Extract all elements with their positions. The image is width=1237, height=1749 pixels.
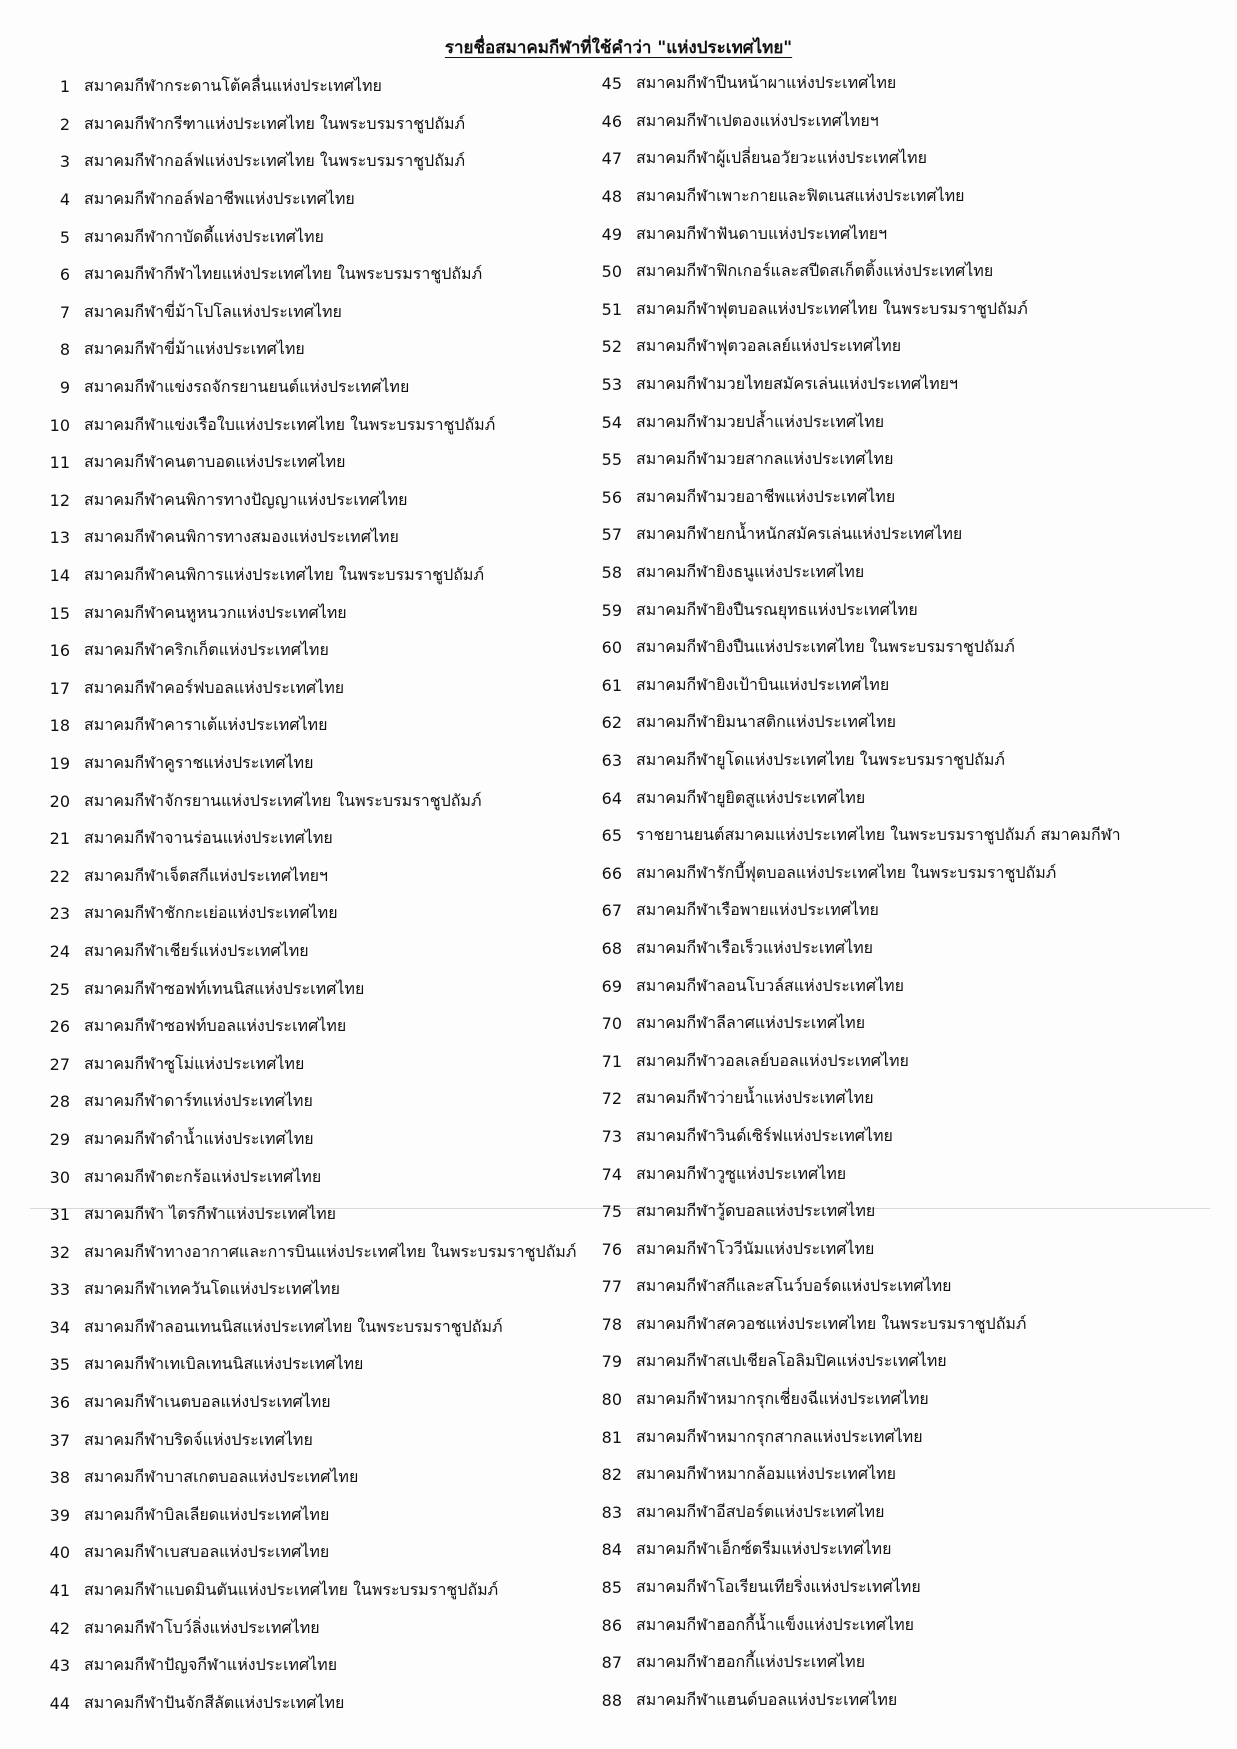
item-number: 57 <box>601 525 622 545</box>
item-number: 24 <box>49 941 70 961</box>
list-item <box>592 704 1162 742</box>
item-number: 2 <box>59 114 70 134</box>
association-name: สมาคมกีฬายิงปืนแห่งประเทศไทย ในพระบรมราชูปถัมภ์ <box>636 637 1015 657</box>
right-column-list <box>592 65 1162 1719</box>
item-number: 29 <box>49 1129 70 1149</box>
association-name: สมาคมกีฬายกน้ำหนักสมัครเล่นแห่งประเทศไทย <box>636 524 963 544</box>
item-number: 49 <box>601 224 622 244</box>
item-number: 68 <box>601 938 622 958</box>
association-name: สมาคมกีฬาขี่ม้าโปโลแห่งประเทศไทย <box>84 301 342 321</box>
association-name: สมาคมกีฬาเรือพายแห่งประเทศไทย <box>636 900 879 920</box>
association-name: สมาคมกีฬากระดานโต้คลื่นแห่งประเทศไทย <box>84 76 382 96</box>
association-name: สมาคมกีฬาดาร์ทแห่งประเทศไทย <box>84 1091 313 1111</box>
item-number: 14 <box>49 566 70 586</box>
item-number: 4 <box>59 190 70 210</box>
item-number: 58 <box>601 563 622 583</box>
item-number: 88 <box>601 1690 622 1710</box>
association-name: สมาคมกีฬาชักกะเย่อแห่งประเทศไทย <box>84 903 338 923</box>
item-number: 59 <box>601 600 622 620</box>
item-number: 38 <box>49 1468 70 1488</box>
association-name: สมาคมกีฬาหมากล้อมแห่งประเทศไทย <box>636 1464 897 1484</box>
association-name: สมาคมกีฬาฟุตวอลเลย์แห่งประเทศไทย <box>636 336 902 356</box>
association-name: สมาคมกีฬาสกีและสโนว์บอร์ดแห่งประเทศไทย <box>636 1276 952 1296</box>
association-name: สมาคมกีฬาปัญจกีฬาแห่งประเทศไทย <box>84 1655 338 1675</box>
list-item <box>592 1343 1162 1381</box>
association-name: สมาคมกีฬาว่ายน้ำแห่งประเทศไทย <box>636 1088 874 1108</box>
association-name: สมาคมกีฬายิมนาสติกแห่งประเทศไทย <box>636 712 896 732</box>
list-item <box>30 68 600 106</box>
list-item <box>592 1494 1162 1532</box>
item-number: 16 <box>49 641 70 661</box>
association-name: สมาคมกีฬาโอเรียนเทียริ่งแห่งประเทศไทย <box>636 1577 921 1597</box>
list-item <box>592 1531 1162 1569</box>
list-item <box>30 256 600 294</box>
list-item <box>30 1572 600 1610</box>
list-item <box>592 178 1162 216</box>
association-name: สมาคมกีฬาตะกร้อแห่งประเทศไทย <box>84 1166 322 1186</box>
list-item <box>30 1045 600 1083</box>
list-item <box>592 441 1162 479</box>
list-item <box>30 895 600 933</box>
association-name: สมาคมกีฬาคนพิการทางปัญญาแห่งประเทศไทย <box>84 489 408 509</box>
item-number: 63 <box>601 750 622 770</box>
list-item <box>592 1644 1162 1682</box>
list-item <box>30 1271 600 1309</box>
list-item <box>592 479 1162 517</box>
association-name: สมาคมกีฬาคาราเต้แห่งประเทศไทย <box>84 715 328 735</box>
list-item <box>30 970 600 1008</box>
item-number: 43 <box>49 1656 70 1676</box>
association-name: สมาคมกีฬา ไตรกีฬาแห่งประเทศไทย <box>84 1204 337 1224</box>
association-name: สมาคมกีฬาเชียร์แห่งประเทศไทย <box>84 940 309 960</box>
association-name: สมาคมกีฬากาบัดดี้แห่งประเทศไทย <box>84 226 324 246</box>
list-item <box>30 1421 600 1459</box>
item-number: 26 <box>49 1017 70 1037</box>
list-item <box>592 930 1162 968</box>
list-item <box>592 1306 1162 1344</box>
item-number: 36 <box>49 1393 70 1413</box>
item-number: 9 <box>59 378 70 398</box>
item-number: 74 <box>601 1164 622 1184</box>
association-name: สมาคมกีฬาจานร่อนแห่งประเทศไทย <box>84 828 333 848</box>
item-number: 72 <box>601 1089 622 1109</box>
association-name: สมาคมกีฬาคูราชแห่งประเทศไทย <box>84 752 314 772</box>
list-item <box>592 1456 1162 1494</box>
list-item <box>592 516 1162 554</box>
item-number: 33 <box>49 1280 70 1300</box>
list-item <box>592 1268 1162 1306</box>
left-column-list <box>30 68 600 1722</box>
association-name: สมาคมกีฬาผู้เปลี่ยนอวัยวะแห่งประเทศไทย <box>636 148 927 168</box>
item-number: 27 <box>49 1054 70 1074</box>
list-item <box>592 291 1162 329</box>
item-number: 19 <box>49 753 70 773</box>
page-title-text: รายชื่อสมาคมกีฬาที่ใช้คำว่า "แห่งประเทศไทย" <box>444 38 793 58</box>
association-name: สมาคมกีฬายูยิตสูแห่งประเทศไทย <box>636 787 866 807</box>
item-number: 65 <box>601 826 622 846</box>
association-name: สมาคมกีฬากอล์ฟแห่งประเทศไทย ในพระบรมราชูปถัมภ์ <box>84 151 465 171</box>
association-name: สมาคมกีฬาบาสเกตบอลแห่งประเทศไทย <box>84 1467 359 1487</box>
item-number: 61 <box>601 675 622 695</box>
item-number: 66 <box>601 863 622 883</box>
item-number: 46 <box>601 111 622 131</box>
list-item <box>30 707 600 745</box>
association-name: สมาคมกีฬาเนตบอลแห่งประเทศไทย <box>84 1392 331 1412</box>
association-name: สมาคมกีฬาลอนโบวล์สแห่งประเทศไทย <box>636 975 904 995</box>
item-number: 83 <box>601 1502 622 1522</box>
association-name: สมาคมกีฬาซอฟท์บอลแห่งประเทศไทย <box>84 1016 347 1036</box>
item-number: 15 <box>49 603 70 623</box>
association-name: สมาคมกีฬาแบดมินตันแห่งประเทศไทย ในพระบรมราชูปถัมภ์ <box>84 1580 499 1600</box>
item-number: 64 <box>601 788 622 808</box>
item-number: 17 <box>49 678 70 698</box>
list-item <box>592 892 1162 930</box>
association-name: สมาคมกีฬาวินด์เซิร์ฟแห่งประเทศไทย <box>636 1125 893 1145</box>
list-item <box>592 1080 1162 1118</box>
item-number: 75 <box>601 1202 622 1222</box>
association-name: สมาคมกีฬาแฮนด์บอลแห่งประเทศไทย <box>636 1689 898 1709</box>
association-name: สมาคมกีฬามวยสากลแห่งประเทศไทย <box>636 449 894 469</box>
item-number: 62 <box>601 713 622 733</box>
association-name: สมาคมกีฬายูโดแห่งประเทศไทย ในพระบรมราชูปถัมภ์ <box>636 749 1005 769</box>
list-item <box>30 331 600 369</box>
page-title <box>0 34 1237 61</box>
association-name: สมาคมกีฬาวอลเลย์บอลแห่งประเทศไทย <box>636 1050 909 1070</box>
list-item <box>592 742 1162 780</box>
item-number: 86 <box>601 1615 622 1635</box>
list-item <box>30 369 600 407</box>
item-number: 28 <box>49 1092 70 1112</box>
list-item <box>592 1042 1162 1080</box>
list-item <box>592 967 1162 1005</box>
association-name: สมาคมกีฬาโบว์ลิ่งแห่งประเทศไทย <box>84 1617 320 1637</box>
association-name: สมาคมกีฬาเบสบอลแห่งประเทศไทย <box>84 1542 330 1562</box>
list-item <box>592 65 1162 103</box>
list-item <box>30 294 600 332</box>
list-item <box>30 1647 600 1685</box>
list-item <box>30 1685 600 1723</box>
list-item <box>592 1230 1162 1268</box>
item-number: 52 <box>601 337 622 357</box>
list-item <box>592 366 1162 404</box>
association-name: สมาคมกีฬาฟิกเกอร์และสปีดสเก็ตติ้งแห่งประเทศไทย <box>636 261 994 281</box>
item-number: 67 <box>601 901 622 921</box>
association-name: สมาคมกีฬาคนพิการทางสมองแห่งประเทศไทย <box>84 527 399 547</box>
item-number: 39 <box>49 1505 70 1525</box>
item-number: 85 <box>601 1578 622 1598</box>
item-number: 76 <box>601 1239 622 1259</box>
item-number: 40 <box>49 1543 70 1563</box>
list-item <box>592 1682 1162 1720</box>
item-number: 34 <box>49 1317 70 1337</box>
association-name: สมาคมกีฬากอล์ฟอาชีพแห่งประเทศไทย <box>84 189 355 209</box>
list-item <box>30 782 600 820</box>
association-name: สมาคมกีฬาแข่งรถจักรยานยนต์แห่งประเทศไทย <box>84 377 410 397</box>
association-name: สมาคมกีฬาจักรยานแห่งประเทศไทย ในพระบรมราชูปถัมภ์ <box>84 790 482 810</box>
item-number: 35 <box>49 1355 70 1375</box>
item-number: 31 <box>49 1205 70 1225</box>
association-name: สมาคมกีฬาเปตองแห่งประเทศไทยฯ <box>636 110 879 130</box>
item-number: 78 <box>601 1314 622 1334</box>
item-number: 73 <box>601 1126 622 1146</box>
item-number: 80 <box>601 1390 622 1410</box>
list-item <box>592 328 1162 366</box>
item-number: 8 <box>59 340 70 360</box>
item-number: 7 <box>59 302 70 322</box>
association-name: สมาคมกีฬามวยปล้ำแห่งประเทศไทย <box>636 411 885 431</box>
association-name: สมาคมกีฬาเอ็กซ์ตรีมแห่งประเทศไทย <box>636 1539 892 1559</box>
list-item <box>30 1083 600 1121</box>
association-name: สมาคมกีฬาซูโม่แห่งประเทศไทย <box>84 1053 305 1073</box>
list-item <box>592 667 1162 705</box>
list-item <box>592 854 1162 892</box>
association-name: สมาคมกีฬาคอร์ฟบอลแห่งประเทศไทย <box>84 677 345 697</box>
item-number: 6 <box>59 265 70 285</box>
association-name: สมาคมกีฬารักบี้ฟุตบอลแห่งประเทศไทย ในพระบรมราชูปถัมภ์ <box>636 862 1057 882</box>
item-number: 10 <box>49 415 70 435</box>
association-name: สมาคมกีฬาหมากรุกสากลแห่งประเทศไทย <box>636 1426 923 1446</box>
list-item <box>592 554 1162 592</box>
item-number: 42 <box>49 1618 70 1638</box>
list-item <box>592 1005 1162 1043</box>
list-item <box>592 779 1162 817</box>
item-number: 79 <box>601 1352 622 1372</box>
item-number: 45 <box>601 74 622 94</box>
association-name: สมาคมกีฬาแข่งเรือใบแห่งประเทศไทย ในพระบรมราชูปถัมภ์ <box>84 414 496 434</box>
list-item <box>30 670 600 708</box>
list-item <box>30 745 600 783</box>
item-number: 18 <box>49 716 70 736</box>
list-item <box>30 1121 600 1159</box>
list-item <box>30 1158 600 1196</box>
item-number: 20 <box>49 791 70 811</box>
item-number: 84 <box>601 1540 622 1560</box>
item-number: 56 <box>601 487 622 507</box>
list-item <box>30 106 600 144</box>
association-name: สมาคมกีฬาขี่ม้าแห่งประเทศไทย <box>84 339 305 359</box>
list-item <box>30 143 600 181</box>
association-name: สมาคมกีฬาฮอกกี้แห่งประเทศไทย <box>636 1652 866 1672</box>
association-name: สมาคมกีฬามวยอาชีพแห่งประเทศไทย <box>636 486 896 506</box>
association-name: สมาคมกีฬาทางอากาศและการบินแห่งประเทศไทย ในพระบรมราชูปถัมภ์ <box>84 1241 577 1261</box>
item-number: 53 <box>601 375 622 395</box>
item-number: 11 <box>49 453 70 473</box>
list-item <box>30 933 600 971</box>
list-item <box>592 629 1162 667</box>
item-number: 21 <box>49 829 70 849</box>
item-number: 54 <box>601 412 622 432</box>
association-name: สมาคมกีฬาเทควันโดแห่งประเทศไทย <box>84 1279 340 1299</box>
list-item <box>592 1118 1162 1156</box>
list-item <box>592 1155 1162 1193</box>
association-name: สมาคมกีฬาคนพิการแห่งประเทศไทย ในพระบรมราชูปถัมภ์ <box>84 565 485 585</box>
association-name: สมาคมกีฬาวูซูแห่งประเทศไทย <box>636 1163 847 1183</box>
association-name: สมาคมกีฬาซอฟท์เทนนิสแห่งประเทศไทย <box>84 978 365 998</box>
item-number: 81 <box>601 1427 622 1447</box>
list-item <box>30 632 600 670</box>
item-number: 13 <box>49 528 70 548</box>
association-name: สมาคมกีฬามวยไทยสมัครเล่นแห่งประเทศไทยฯ <box>636 374 958 394</box>
list-item <box>592 140 1162 178</box>
association-name: สมาคมกีฬาวู้ดบอลแห่งประเทศไทย <box>636 1201 876 1221</box>
item-number: 51 <box>601 299 622 319</box>
association-name: สมาคมกีฬาลอนเทนนิสแห่งประเทศไทย ในพระบรมราชูปถัมภ์ <box>84 1316 503 1336</box>
item-number: 44 <box>49 1693 70 1713</box>
list-item <box>592 1381 1162 1419</box>
item-number: 22 <box>49 866 70 886</box>
association-name: สมาคมกีฬาอีสปอร์ตแห่งประเทศไทย <box>636 1501 885 1521</box>
association-name: สมาคมกีฬาเพาะกายและฟิตเนสแห่งประเทศไทย <box>636 186 965 206</box>
association-name: สมาคมกีฬากรีฑาแห่งประเทศไทย ในพระบรมราชูปถัมภ์ <box>84 113 466 133</box>
list-item <box>592 817 1162 855</box>
list-item <box>592 1569 1162 1607</box>
item-number: 41 <box>49 1581 70 1601</box>
list-item <box>30 406 600 444</box>
association-name: สมาคมกีฬาปันจักสีลัตแห่งประเทศไทย <box>84 1692 345 1712</box>
list-item <box>30 857 600 895</box>
association-name: สมาคมกีฬาบริดจ์แห่งประเทศไทย <box>84 1429 313 1449</box>
list-item <box>30 218 600 256</box>
item-number: 25 <box>49 979 70 999</box>
item-number: 69 <box>601 976 622 996</box>
item-number: 70 <box>601 1014 622 1034</box>
list-item <box>30 1008 600 1046</box>
item-number: 87 <box>601 1653 622 1673</box>
association-name: สมาคมกีฬาโววีนัมแห่งประเทศไทย <box>636 1238 875 1258</box>
list-item <box>592 591 1162 629</box>
list-item <box>592 1418 1162 1456</box>
association-name: สมาคมกีฬากีฬาไทยแห่งประเทศไทย ในพระบรมราชูปถัมภ์ <box>84 264 483 284</box>
association-name: สมาคมกีฬาสควอชแห่งประเทศไทย ในพระบรมราชูปถัมภ์ <box>636 1313 1027 1333</box>
item-number: 5 <box>59 227 70 247</box>
list-item <box>30 1233 600 1271</box>
list-item <box>30 1309 600 1347</box>
association-name: สมาคมกีฬายิงปืนรณยุทธแห่งประเทศไทย <box>636 599 918 619</box>
list-item <box>30 820 600 858</box>
list-item <box>30 1534 600 1572</box>
list-item <box>592 253 1162 291</box>
item-number: 23 <box>49 904 70 924</box>
list-item <box>30 1609 600 1647</box>
item-number: 47 <box>601 149 622 169</box>
association-name: สมาคมกีฬาคริกเก็ตแห่งประเทศไทย <box>84 640 329 660</box>
item-number: 82 <box>601 1465 622 1485</box>
association-name: สมาคมกีฬาฟันดาบแห่งประเทศไทยฯ <box>636 223 888 243</box>
association-name: ราชยานยนต์สมาคมแห่งประเทศไทย ในพระบรมราชูปถัมภ์ สมาคมกีฬา <box>636 825 1121 845</box>
list-item <box>30 1459 600 1497</box>
list-item <box>30 1384 600 1422</box>
association-name: สมาคมกีฬาหมากรุกเชี่ยงฉีแห่งประเทศไทย <box>636 1389 929 1409</box>
list-item <box>592 403 1162 441</box>
association-name: สมาคมกีฬายิงเป้าบินแห่งประเทศไทย <box>636 674 890 694</box>
list-item <box>30 1196 600 1234</box>
item-number: 50 <box>601 262 622 282</box>
item-number: 37 <box>49 1430 70 1450</box>
association-name: สมาคมกีฬาเทเบิลเทนนิสแห่งประเทศไทย <box>84 1354 364 1374</box>
list-item <box>592 103 1162 141</box>
list-item <box>30 444 600 482</box>
item-number: 71 <box>601 1051 622 1071</box>
item-number: 48 <box>601 187 622 207</box>
list-item <box>30 594 600 632</box>
item-number: 55 <box>601 450 622 470</box>
list-item <box>30 519 600 557</box>
list-item <box>30 1497 600 1535</box>
item-number: 77 <box>601 1277 622 1297</box>
association-name: สมาคมกีฬาคนตาบอดแห่งประเทศไทย <box>84 452 346 472</box>
list-item <box>30 1346 600 1384</box>
association-name: สมาคมกีฬาฟุตบอลแห่งประเทศไทย ในพระบรมราชูปถัมภ์ <box>636 298 1028 318</box>
list-item <box>30 557 600 595</box>
item-number: 30 <box>49 1167 70 1187</box>
list-item <box>30 482 600 520</box>
association-name: สมาคมกีฬาลีลาศแห่งประเทศไทย <box>636 1013 866 1033</box>
item-number: 1 <box>59 77 70 97</box>
association-name: สมาคมกีฬาดำน้ำแห่งประเทศไทย <box>84 1128 314 1148</box>
association-name: สมาคมกีฬาฮอกกี้น้ำแข็งแห่งประเทศไทย <box>636 1614 915 1634</box>
association-name: สมาคมกีฬายิงธนูแห่งประเทศไทย <box>636 562 865 582</box>
association-name: สมาคมกีฬาคนหูหนวกแห่งประเทศไทย <box>84 602 347 622</box>
association-name: สมาคมกีฬาบิลเลียดแห่งประเทศไทย <box>84 1504 330 1524</box>
association-name: สมาคมกีฬาเจ็ตสกีแห่งประเทศไทยฯ <box>84 865 328 885</box>
item-number: 3 <box>59 152 70 172</box>
item-number: 12 <box>49 490 70 510</box>
item-number: 32 <box>49 1242 70 1262</box>
list-item <box>592 215 1162 253</box>
list-item <box>592 1606 1162 1644</box>
association-name: สมาคมกีฬาสเปเชียลโอลิมปิคแห่งประเทศไทย <box>636 1351 947 1371</box>
association-name: สมาคมกีฬาปีนหน้าผาแห่งประเทศไทย <box>636 73 897 93</box>
item-number: 60 <box>601 638 622 658</box>
list-item <box>592 1193 1162 1231</box>
list-item <box>30 181 600 219</box>
association-name: สมาคมกีฬาเรือเร็วแห่งประเทศไทย <box>636 937 874 957</box>
